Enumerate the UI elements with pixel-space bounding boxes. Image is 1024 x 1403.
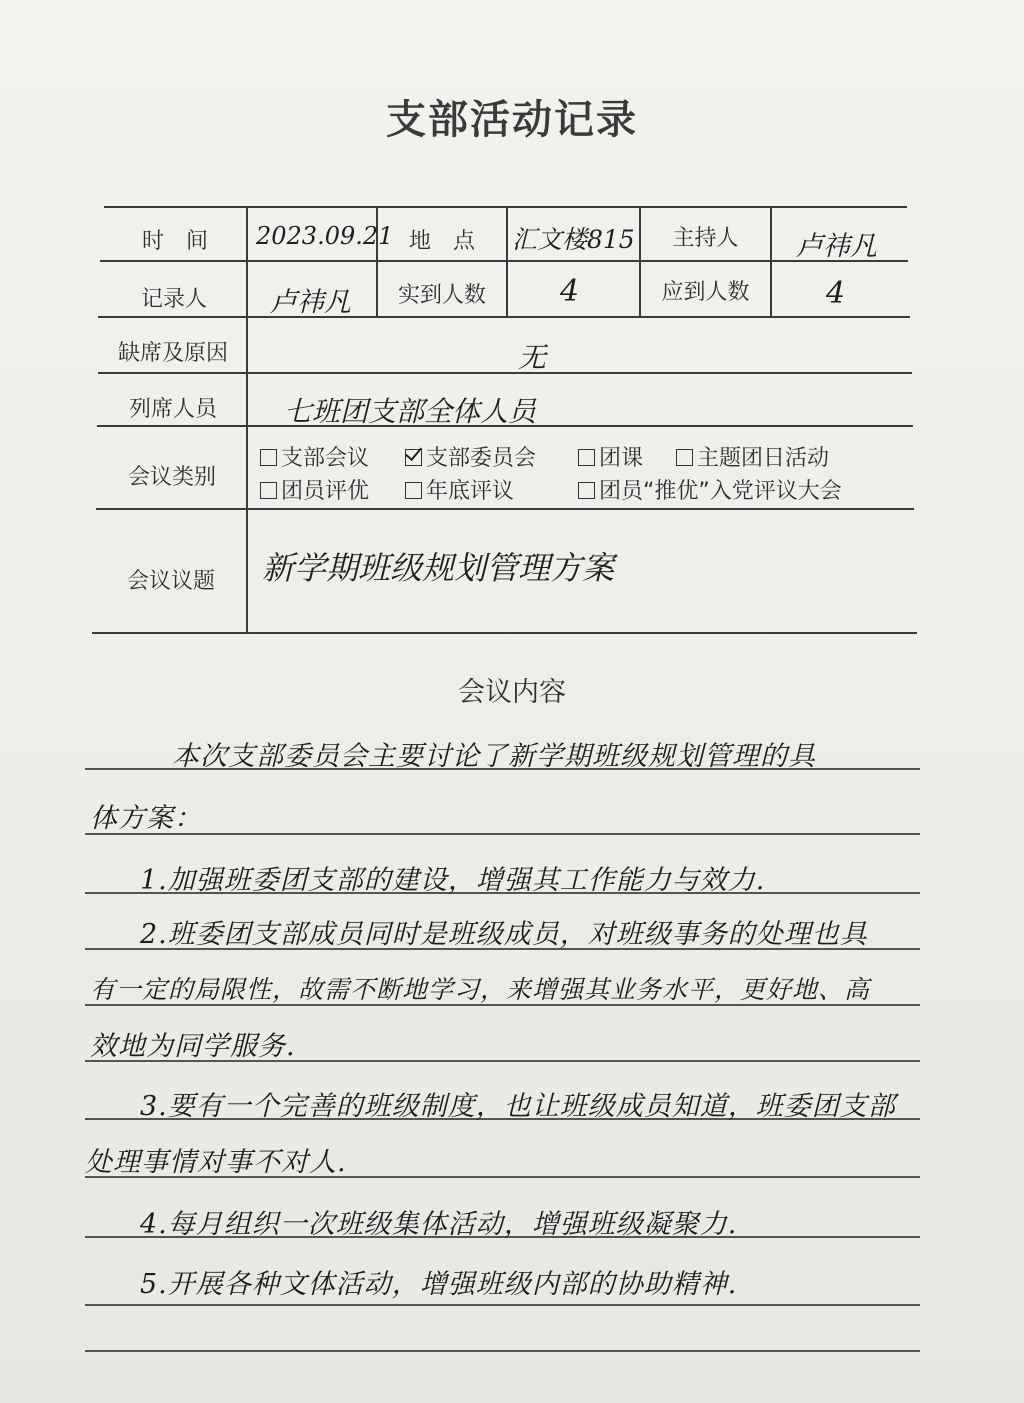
checkbox-icon <box>578 449 595 466</box>
place-value: 汇文楼815 <box>512 225 635 254</box>
time-value: 2023.09.21 <box>256 222 394 250</box>
recorder-label: 记录人 <box>140 287 207 312</box>
table-line <box>98 316 910 318</box>
table-line <box>98 372 912 374</box>
time-label: 时 间 <box>141 229 208 254</box>
recorder-value: 卢祎凡 <box>270 287 351 318</box>
table-line <box>96 508 914 510</box>
type-party-recommendation[interactable]: 团员“推优”入党评议大会 <box>578 474 842 505</box>
content-line: 效地为同学服务. <box>90 1031 296 1062</box>
actual-attendance-label: 实到人数 <box>397 283 486 308</box>
type-branch-committee[interactable]: 支部委员会 <box>405 441 536 472</box>
content-line: 2.班委团支部成员同时是班级成员，对班级事务的处理也具 <box>140 919 868 950</box>
checkbox-checked-icon <box>405 449 422 466</box>
topic-label: 会议议题 <box>126 569 215 594</box>
actual-attendance-value: 4 <box>560 274 580 309</box>
checkbox-icon <box>676 449 693 466</box>
type-year-end-review[interactable]: 年底评议 <box>405 474 514 505</box>
table-line <box>246 206 248 632</box>
checkbox-icon <box>260 449 277 466</box>
table-line <box>92 632 917 634</box>
expected-attendance-value: 4 <box>826 276 846 311</box>
topic-value: 新学期班级规划管理方案 <box>262 549 615 587</box>
place-label: 地 点 <box>408 229 475 254</box>
checkbox-icon <box>578 482 595 499</box>
content-line: 体方案： <box>90 803 202 834</box>
content-line: 4.每月组织一次班级集体活动，增强班级凝聚力. <box>140 1209 738 1240</box>
table-line <box>506 206 508 316</box>
ruled-line <box>85 1350 920 1352</box>
host-value: 卢祎凡 <box>796 231 877 262</box>
attendees-value: 七班团支部全体人员 <box>284 395 537 428</box>
absent-value: 无 <box>518 341 547 374</box>
type-member-evaluation[interactable]: 团员评优 <box>260 474 369 505</box>
checkbox-icon <box>260 482 277 499</box>
checkbox-icon <box>405 482 422 499</box>
expected-attendance-label: 应到人数 <box>661 280 750 305</box>
type-theme-day[interactable]: 主题团日活动 <box>676 441 829 472</box>
page-title: 支部活动记录 <box>386 96 638 143</box>
type-league-lesson[interactable]: 团课 <box>578 441 643 472</box>
content-line: 3.要有一个完善的班级制度，也让班级成员知道，班委团支部 <box>140 1091 896 1122</box>
content-line: 有一定的局限性，故需不断地学习，来增强其业务水平，更好地、高 <box>90 975 871 1004</box>
content-heading: 会议内容 <box>458 677 566 708</box>
attendees-label: 列席人员 <box>128 397 217 422</box>
table-line <box>100 260 908 262</box>
table-line <box>770 206 772 316</box>
meeting-type-label: 会议类别 <box>127 465 216 490</box>
content-line: 本次支部委员会主要讨论了新学期班级规划管理的具 <box>172 741 816 772</box>
type-branch-meeting[interactable]: 支部会议 <box>260 441 369 472</box>
ruled-line <box>85 1304 920 1306</box>
content-line: 1.加强班委团支部的建设，增强其工作能力与效力. <box>140 865 766 896</box>
content-line: 5.开展各种文体活动，增强班级内部的协助精神. <box>140 1269 738 1300</box>
absent-label: 缺席及原因 <box>117 341 228 366</box>
content-line: 处理事情对事不对人. <box>85 1147 347 1178</box>
ruled-line <box>85 833 920 835</box>
host-label: 主持人 <box>672 226 739 251</box>
